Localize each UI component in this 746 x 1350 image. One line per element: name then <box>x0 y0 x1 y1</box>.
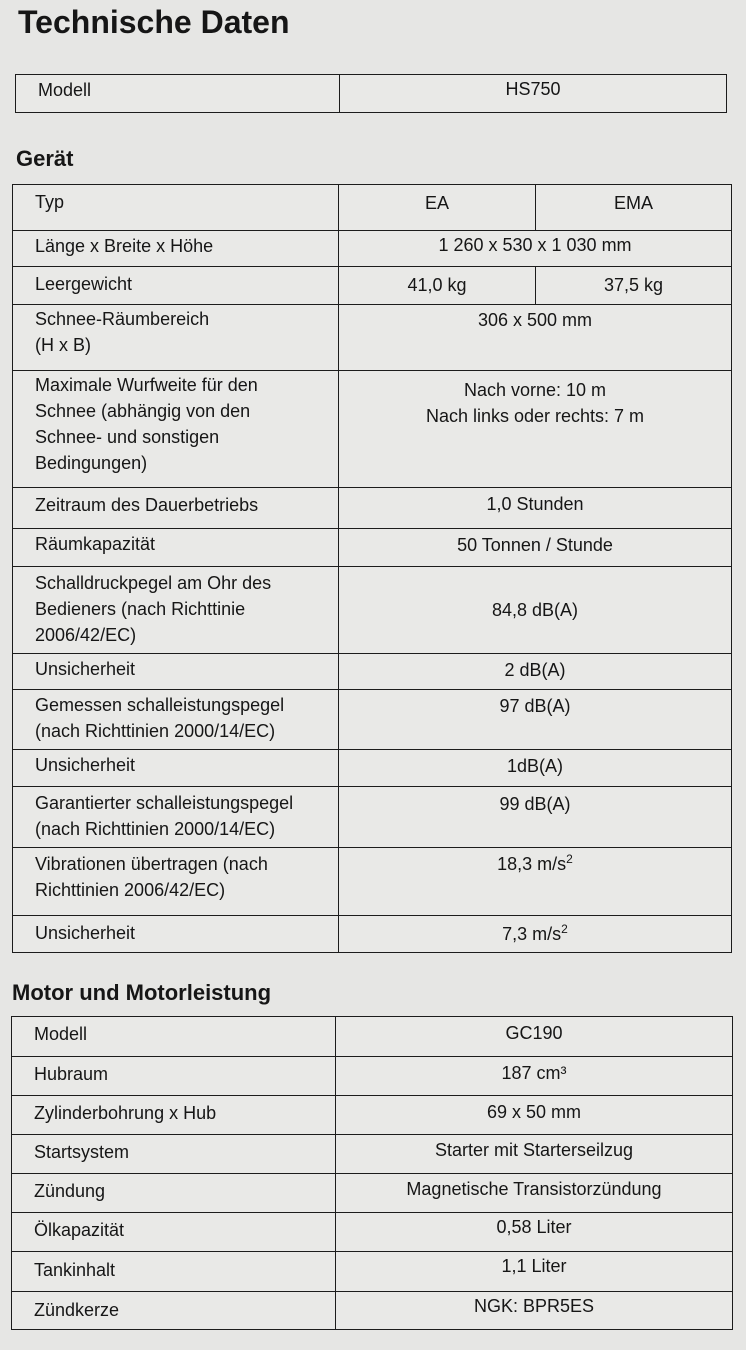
row-value: 69 x 50 mm <box>336 1096 733 1135</box>
table-row <box>13 848 732 916</box>
row-value: 187 cm³ <box>336 1057 733 1096</box>
row-label: Tankinhalt <box>12 1252 336 1292</box>
row-value: 99 dB(A) <box>339 787 732 848</box>
type-ea: EA <box>339 185 536 231</box>
row-value: 1,0 Stunden <box>339 488 732 529</box>
row-label: Maximale Wurfweite für den Schnee (abhängig von den Schnee- und sonstigen Bedingungen) <box>13 371 339 488</box>
row-label: Unsicherheit <box>13 654 339 690</box>
table-row <box>12 1292 733 1330</box>
row-label: Startsystem <box>12 1135 336 1174</box>
row-value: 0,58 Liter <box>336 1213 733 1252</box>
row-value: 97 dB(A) <box>339 690 732 750</box>
table-row <box>12 1096 733 1135</box>
row-value: Nach vorne: 10 m Nach links oder rechts: 7 m <box>339 371 732 488</box>
table-row <box>13 787 732 848</box>
table-row <box>12 1017 733 1057</box>
table-row <box>13 529 732 567</box>
row-value: Starter mit Starterseilzug <box>336 1135 733 1174</box>
value-superscript: 2 <box>566 852 573 866</box>
row-label: Garantierter schalleistungspegel (nach Richttinien 2000/14/EC) <box>13 787 339 848</box>
type-ema: EMA <box>536 185 732 231</box>
model-table <box>15 74 727 113</box>
table-row <box>12 1174 733 1213</box>
row-label: Unsicherheit <box>13 916 339 953</box>
section-heading-geraet: Gerät <box>16 146 74 171</box>
table-row <box>13 690 732 750</box>
table-row <box>13 654 732 690</box>
model-label: Modell <box>16 75 340 113</box>
row-value: Magnetische Transistorzündung <box>336 1174 733 1213</box>
row-label: Zündung <box>12 1174 336 1213</box>
table-row <box>13 371 732 488</box>
row-value: 84,8 dB(A) <box>339 567 732 654</box>
value-text: 18,3 m/s <box>497 854 567 874</box>
value-superscript: 2 <box>561 922 568 936</box>
row-value: 1,1 Liter <box>336 1252 733 1292</box>
table-row <box>13 305 732 371</box>
row-label: Schnee-Räumbereich (H x B) <box>13 305 339 371</box>
table-row <box>13 488 732 529</box>
table-row <box>12 1135 733 1174</box>
table-row <box>12 1252 733 1292</box>
row-label: Ölkapazität <box>12 1213 336 1252</box>
table-row <box>12 1057 733 1096</box>
row-label: Leergewicht <box>13 267 339 305</box>
row-label: Hubraum <box>12 1057 336 1096</box>
row-label: Zeitraum des Dauerbetriebs <box>13 488 339 529</box>
row-label: Typ <box>13 185 339 231</box>
row-label: Vibrationen übertragen (nach Richttinien 2006/42/EC) <box>13 848 339 916</box>
row-label: Gemessen schalleistungspegel (nach Richttinien 2000/14/EC) <box>13 690 339 750</box>
row-value: 1dB(A) <box>339 750 732 787</box>
table-row <box>13 916 732 953</box>
table-row <box>16 75 727 113</box>
table-row <box>12 1213 733 1252</box>
table-row <box>13 750 732 787</box>
table-row <box>13 567 732 654</box>
row-value: GC190 <box>336 1017 733 1057</box>
value-text: 7,3 m/s <box>502 924 562 944</box>
row-label: Zylinderbohrung x Hub <box>12 1096 336 1135</box>
row-label: Zündkerze <box>12 1292 336 1330</box>
device-specs-table <box>12 184 732 953</box>
row-label: Unsicherheit <box>13 750 339 787</box>
weight-ema: 37,5 kg <box>536 267 732 305</box>
row-label: Schalldruckpegel am Ohr des Bedieners (nach Richttinie 2006/42/EC) <box>13 567 339 654</box>
table-row <box>13 231 732 267</box>
model-value: HS750 <box>340 75 727 113</box>
table-row <box>13 185 732 231</box>
engine-specs-table <box>11 1016 733 1330</box>
row-label: Länge x Breite x Höhe <box>13 231 339 267</box>
row-value: 50 Tonnen / Stunde <box>339 529 732 567</box>
section-heading-motor: Motor und Motorleistung <box>12 980 272 1005</box>
row-value: NGK: BPR5ES <box>336 1292 733 1330</box>
row-value: 2 dB(A) <box>339 654 732 690</box>
row-label: Räumkapazität <box>13 529 339 567</box>
row-value <box>339 848 732 916</box>
row-value: 1 260 x 530 x 1 030 mm <box>339 231 732 267</box>
table-row <box>13 267 732 305</box>
row-label: Modell <box>12 1017 336 1057</box>
weight-ea: 41,0 kg <box>339 267 536 305</box>
row-value <box>339 916 732 953</box>
page-title: Technische Daten <box>18 4 290 40</box>
row-value: 306 x 500 mm <box>339 305 732 371</box>
